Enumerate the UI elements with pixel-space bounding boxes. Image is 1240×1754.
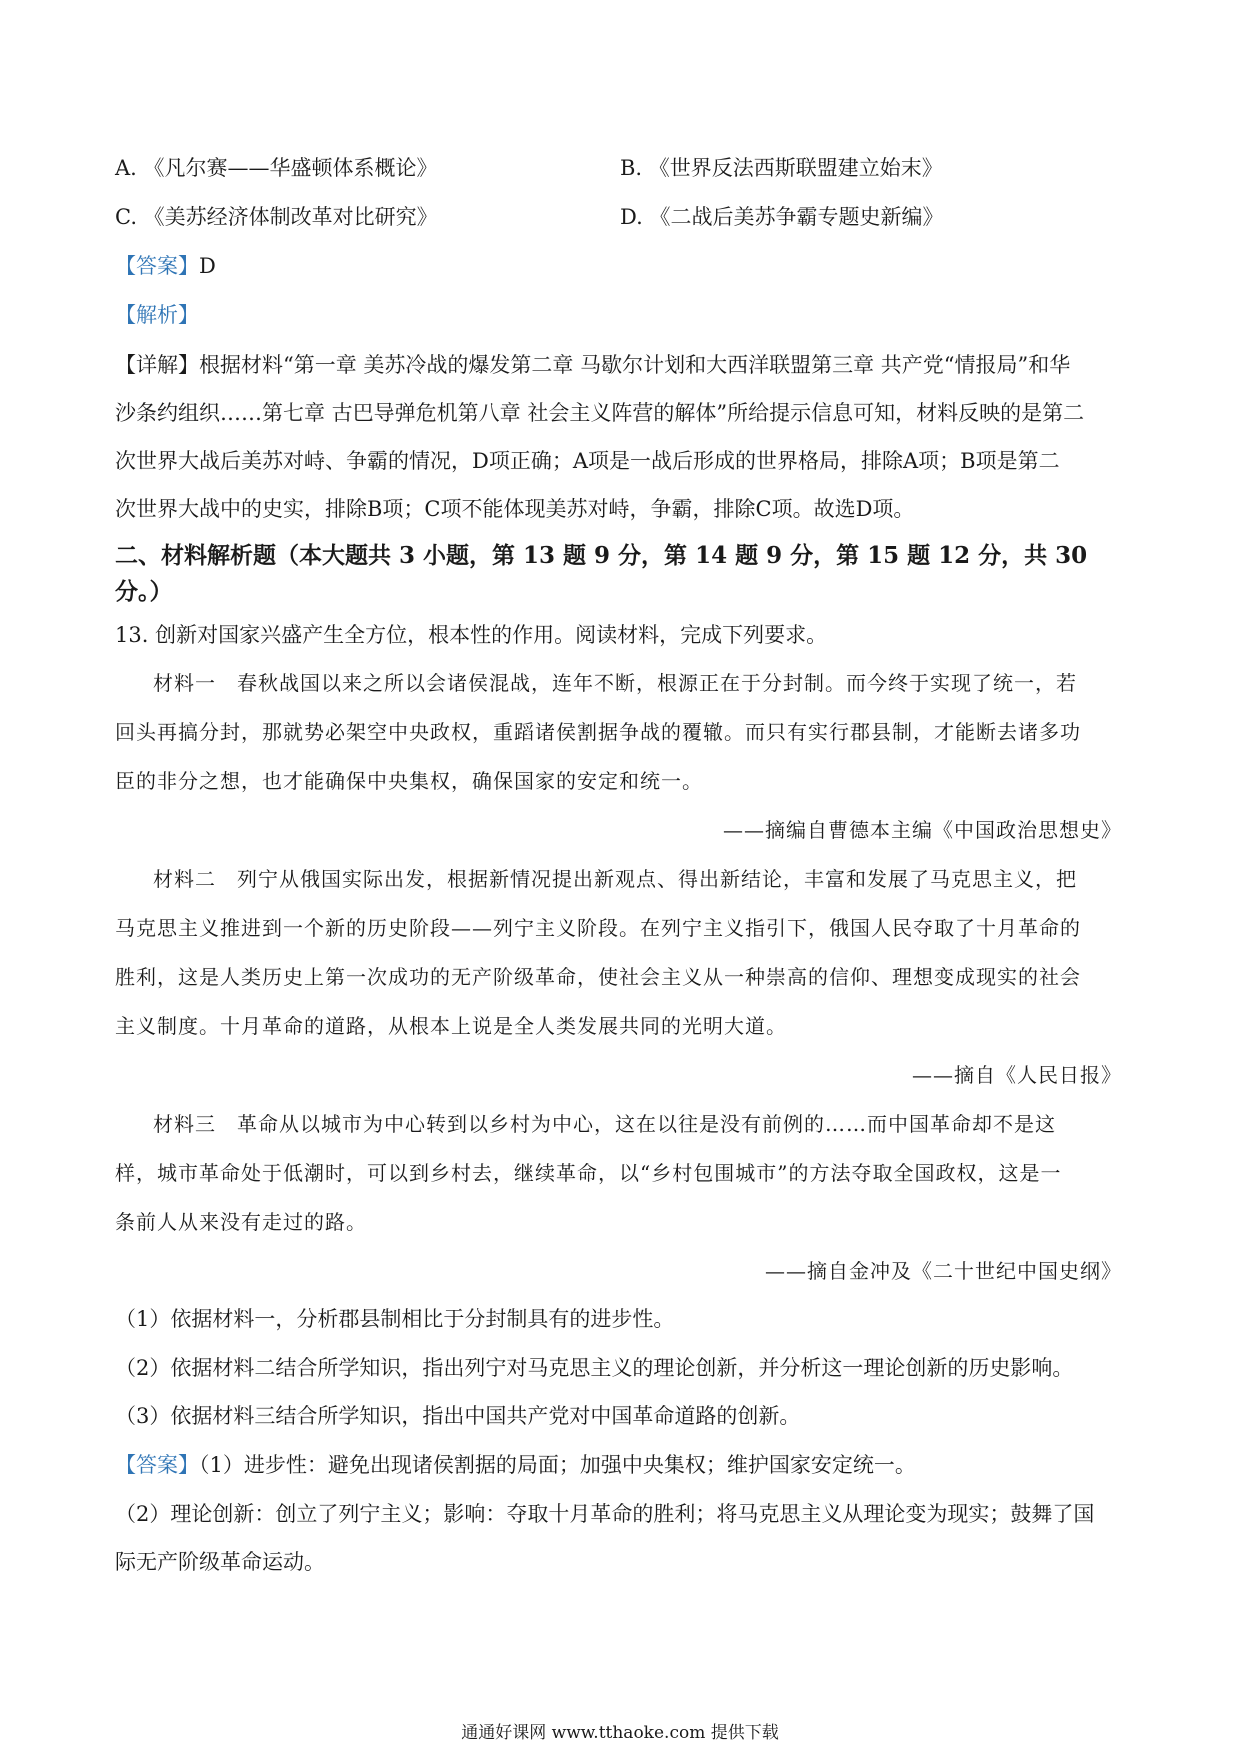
question-13-intro: 13. 创新对国家兴盛产生全方位，根本性的作用。阅读材料，完成下列要求。 [115,623,828,647]
option-a: A. 《凡尔赛——华盛顿体系概论》 [115,156,438,180]
answer-12 [115,251,216,281]
material-3-line-2: 样，城市革命处于低潮时，可以到乡村去，继续革命，以“乡村包围城市”的方法夺取全国政权，这是一 [115,1161,1062,1185]
question-13-2: （2）依据材料二结合所学知识，指出列宁对马克思主义的理论创新，并分析这一理论创新的历史影响。 [115,1356,1074,1380]
material-2-line-2: 马克思主义推进到一个新的历史阶段——列宁主义阶段。在列宁主义指引下，俄国人民夺取了十月革命的 [115,916,1081,940]
answer-value: D [199,254,216,278]
material-3-line-3: 条前人从来没有走过的路。 [115,1210,367,1234]
detail-line-1: 【详解】根据材料“第一章 美苏冷战的爆发第二章 马歇尔计划和大西洋联盟第三章 共产党“情报局”和华 [115,353,1071,377]
material-2-source: ——摘自《人民日报》 [912,1063,1122,1087]
answer-13-line-3: 际无产阶级革命运动。 [115,1550,325,1574]
material-1-line-1: 材料一 春秋战国以来之所以会诸侯混战，连年不断，根源正在于分封制。而今终于实现了统一，若 [153,671,1077,695]
answer-13-line-1: 【答案】（1）进步性：避免出现诸侯割据的局面；加强中央集权；维护国家安定统一。 [115,1453,916,1477]
question-13-1: （1）依据材料一，分析郡县制相比于分封制具有的进步性。 [115,1307,675,1331]
detail-line-2: 沙条约组织……第七章 古巴导弹危机第八章 社会主义阵营的解体”所给提示信息可知，材料反映的是第二 [115,401,1085,425]
material-2-line-4: 主义制度。十月革命的道路，从根本上说是全人类发展共同的光明大道。 [115,1014,787,1038]
section-heading-line-2: 分。） [115,578,173,605]
page-footer: 通通好课网 www.tthaoke.com 提供下载 [461,1723,779,1743]
detail-line-4: 次世界大战中的史实，排除B项；C项不能体现美苏对峙，争霸，排除C项。故选D项。 [115,497,915,521]
answer-13-line-2: （2）理论创新：创立了列宁主义；影响：夺取十月革命的胜利；将马克思主义从理论变为现实；鼓舞了国 [115,1502,1095,1526]
material-3-line-1: 材料三 革命从以城市为中心转到以乡村为中心，这在以往是没有前例的……而中国革命却不是这 [153,1112,1056,1136]
material-1-line-3: 臣的非分之想，也才能确保中央集权，确保国家的安定和统一。 [115,769,703,793]
option-d: D. 《二战后美苏争霸专题史新编》 [620,205,944,229]
detail-label: 【详解】 [115,353,199,377]
option-c: C. 《美苏经济体制改革对比研究》 [115,205,438,229]
question-13-3: （3）依据材料三结合所学知识，指出中国共产党对中国革命道路的创新。 [115,1404,801,1428]
material-2-line-3: 胜利，这是人类历史上第一次成功的无产阶级革命，使社会主义从一种崇高的信仰、理想变成现实的社会 [115,965,1081,989]
answer-label: 【答案】 [115,1453,199,1477]
material-1-line-2: 回头再搞分封，那就势必架空中央政权，重蹈诸侯割据争战的覆辙。而只有实行郡县制，才能断去诸多功 [115,720,1081,744]
detail-line-3: 次世界大战后美苏对峙、争霸的情况，D项正确；A项是一战后形成的世界格局，排除A项；B项是第二 [115,449,1060,473]
material-3-source: ——摘自金冲及《二十世纪中国史纲》 [765,1259,1122,1283]
option-b: B. 《世界反法西斯联盟建立始末》 [620,156,943,180]
section-heading-line-1: 二、材料解析题（本大题共 3 小题，第 13 题 9 分，第 14 题 9 分，第 15 题 12 分，共 30 [115,542,1088,569]
material-1-source: ——摘编自曹德本主编《中国政治思想史》 [723,818,1122,842]
answer-label: 【答案】 [115,254,199,278]
analysis-label: 【解析】 [115,303,199,327]
material-2-line-1: 材料二 列宁从俄国实际出发，根据新情况提出新观点、得出新结论，丰富和发展了马克思主义，把 [153,867,1077,891]
